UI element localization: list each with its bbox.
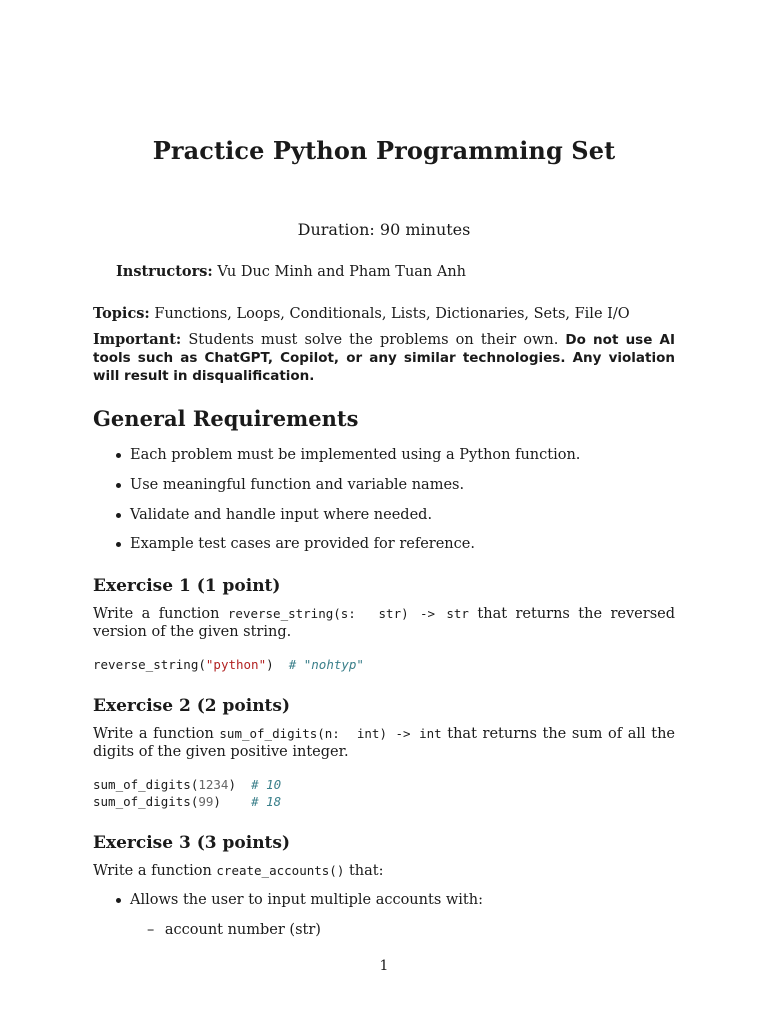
code-paren: ) [266, 657, 274, 672]
exercise-3-heading: Exercise 3 (3 points) [93, 833, 291, 853]
exercise-2-signature: sum_of_digits(n: int) -> int [219, 726, 442, 741]
page-title: Practice Python Programming Set [152, 136, 616, 165]
code-paren: ) [228, 777, 236, 792]
code-line [93, 776, 281, 793]
code-comment: # "nohtyp" [288, 657, 364, 672]
exercise-1-signature: reverse_string(s: str) -> str [227, 606, 469, 621]
list-item-text: Example test cases are provided for reference. [130, 536, 475, 552]
important-paragraph [93, 331, 675, 385]
duration-text: Duration: 90 minutes [297, 220, 471, 239]
exercise-1-description [93, 605, 675, 641]
code-fn: sum_of_digits( [93, 777, 199, 792]
exercise-3-description [93, 862, 675, 880]
dash-icon: – [147, 922, 155, 938]
exercise-1-pre: Write a function [93, 606, 220, 622]
bullet-icon [116, 483, 121, 488]
topics-label: Topics: [93, 305, 150, 322]
instructors-names: Vu Duc Minh and Pham Tuan Anh [217, 264, 467, 280]
topics-line [93, 305, 675, 323]
code-string: "python" [205, 657, 267, 672]
section-heading-general: General Requirements [93, 406, 359, 431]
bullet-icon [116, 453, 121, 458]
exercise-3-pre: Write a function [93, 863, 212, 879]
exercise-3-signature: create_accounts() [216, 863, 345, 878]
list-item-text: Allows the user to input multiple accounts with: [130, 892, 483, 908]
bullet-icon [116, 898, 121, 903]
important-warning: Do not use AI tools such as ChatGPT, Copilot, or any similar technologies. Any violation will result in disqualification. [93, 332, 676, 384]
instructors-line [116, 263, 466, 280]
important-label: Important: [93, 331, 182, 348]
exercise-1-code [93, 656, 364, 673]
exercise-2-heading: Exercise 2 (2 points) [93, 696, 291, 716]
list-item-text: Each problem must be implemented using a Python function. [130, 447, 581, 463]
code-number: 99 [198, 794, 214, 809]
code-comment: # 10 [251, 777, 282, 792]
code-comment: # 18 [251, 794, 282, 809]
page-number: 1 [379, 958, 389, 974]
code-fn: sum_of_digits( [93, 794, 199, 809]
exercise-2-description [93, 725, 675, 761]
sub-list-item-text: account number (str) [164, 922, 321, 938]
code-paren: ) [213, 794, 221, 809]
code-number: 1234 [198, 777, 229, 792]
list-item-text: Use meaningful function and variable names. [130, 477, 465, 493]
exercise-1-heading: Exercise 1 (1 point) [93, 576, 281, 596]
exercise-2-pre: Write a function [93, 726, 214, 742]
bullet-icon [116, 513, 121, 518]
exercise-2-code [93, 776, 281, 810]
important-text: Students must solve the problems on their own. [188, 332, 559, 348]
instructors-label: Instructors: [116, 263, 213, 280]
exercise-3-post: that: [348, 863, 384, 879]
topics-text: Functions, Loops, Conditionals, Lists, Dictionaries, Sets, File I/O [154, 306, 630, 322]
code-fn: reverse_string( [93, 657, 206, 672]
exercise-1-post: that returns the reversed version of the given string. [93, 606, 676, 640]
bullet-icon [116, 542, 121, 547]
code-line [93, 793, 281, 810]
list-item-text: Validate and handle input where needed. [130, 507, 433, 523]
sub-list-item [147, 922, 321, 938]
exercise-2-post: that returns the sum of all the digits of the given positive integer. [93, 726, 675, 760]
